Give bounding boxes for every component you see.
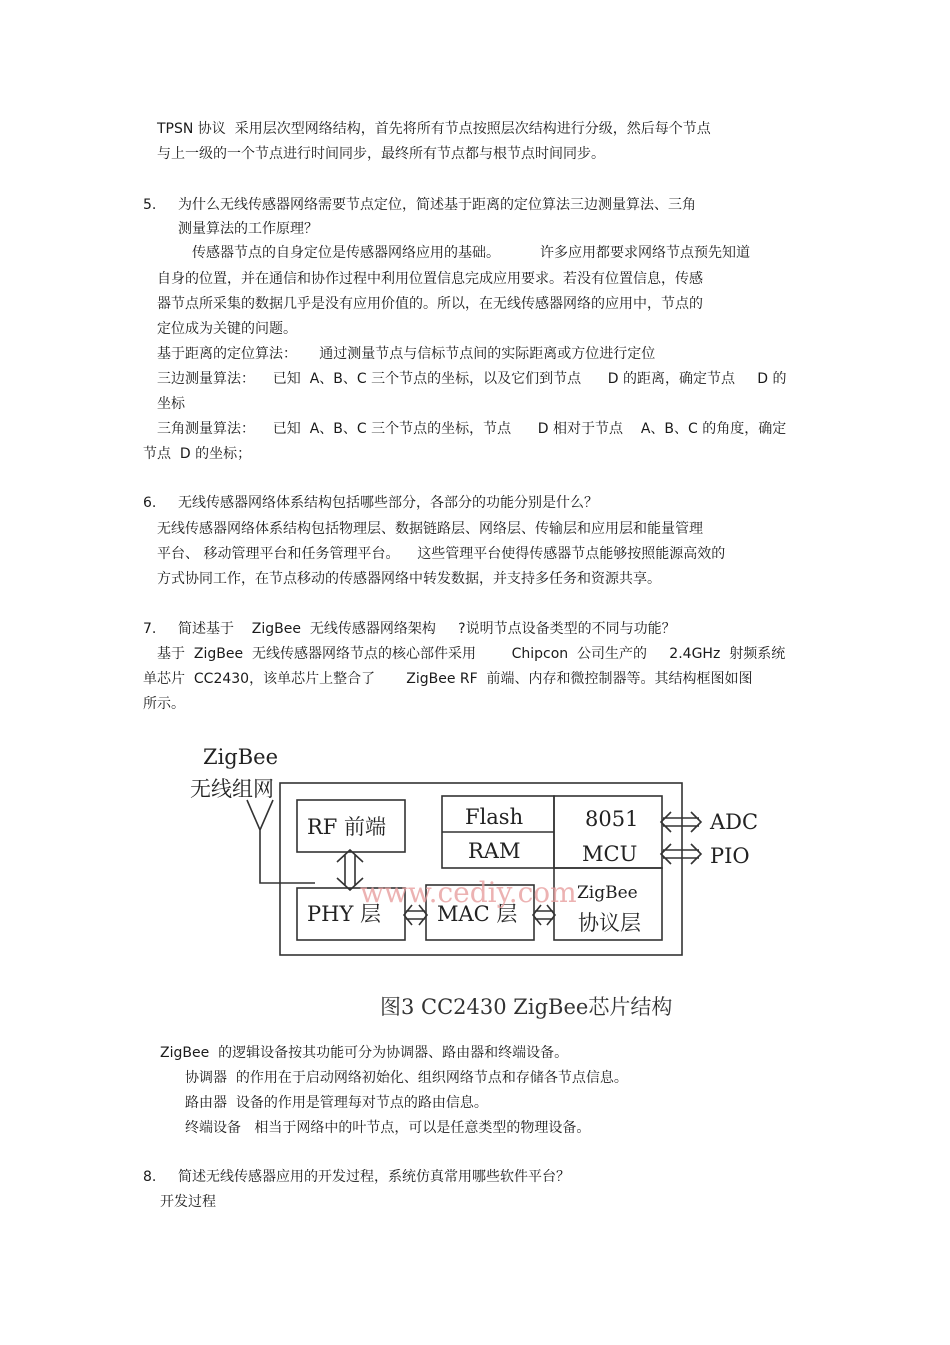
watermark-text: www.cediy.com (360, 876, 577, 909)
q6-question-line-1: 无线传感器网络体系结构包括哪些部分，各部分的功能分别是什么？ (178, 495, 598, 511)
tpsn-line-2: 与上一级的一个节点进行时间同步，最终所有节点都与根节点时间同步。 (157, 146, 605, 162)
role-end-device: 终端设备 相当于网络中的叶节点，可以是任意类型的物理设备。 (185, 1120, 591, 1136)
flash-label: Flash (465, 805, 524, 829)
mcu-8051-label: 8051 (585, 807, 639, 831)
q6-number: 6. (143, 495, 157, 511)
rf-frontend-label: RF 前端 (307, 815, 387, 839)
q8-answer-line-1: 开发过程 (160, 1194, 216, 1210)
pio-label: PIO (710, 844, 750, 868)
q5-answer-line-1: 传感器节点的自身定位是传感器网络应用的基础。 许多应用都要求网络节点预先知道 (192, 245, 751, 261)
q5-answer-line-6: 三边测量算法： 已知 A、B、C 三个节点的坐标，以及它们到节点 D 的距离，确定节点 D 的 (157, 371, 787, 387)
adc-arrow-icon (661, 812, 701, 832)
q5-answer-line-2: 自身的位置，并在通信和协作过程中利用位置信息完成应用要求。若没有位置信息，传感 (157, 271, 703, 287)
tpsn-line-1: TPSN 协议 采用层次型网络结构，首先将所有节点按照层次结构进行分级，然后每个节点 (157, 121, 711, 137)
figure-caption: 图3 CC2430 ZigBee芯片结构 (380, 995, 673, 1019)
role-router: 路由器 设备的作用是管理每对节点的路由信息。 (185, 1095, 488, 1111)
q6-answer-line-3: 方式协同工作，在节点移动的传感器网络中转发数据，并支持多任务和资源共享。 (157, 571, 661, 587)
q7-answer-line-3: 所示。 (143, 696, 185, 712)
mac-layer-label: MAC 层 (437, 902, 518, 926)
roles-intro: ZigBee 的逻辑设备按其功能可分为协调器、路由器和终端设备。 (160, 1045, 569, 1061)
q6-answer-line-1: 无线传感器网络体系结构包括物理层、数据链路层、网络层、传输层和应用层和能量管理 (157, 521, 703, 537)
q7-answer-line-2: 单芯片 CC2430，该单芯片上整合了 ZigBee RF 前端、内存和微控制器等。其结构框图如图 (143, 671, 753, 687)
zigbee-label: ZigBee (203, 745, 279, 769)
q5-answer-line-3: 器节点所采集的数据几乎是没有应用价值的。所以，在无线传感器网络的应用中，节点的 (157, 296, 703, 312)
q5-number: 5. (143, 197, 157, 213)
q5-answer-line-8: 三角测量算法： 已知 A、B、C 三个节点的坐标，节点 D 相对于节点 A、B、C 的角度，确定 (157, 421, 787, 437)
protocol-layer-label: 协议层 (578, 911, 641, 935)
q7-answer-line-1: 基于 ZigBee 无线传感器网络节点的核心部件采用 Chipcon 公司生产的 2.4GHz 射频系统 (157, 646, 786, 662)
protocol-zigbee-label: ZigBee (577, 883, 638, 903)
pio-arrow-icon (661, 844, 701, 864)
diagram-svg (185, 738, 775, 1028)
q5-answer-line-4: 定位成为关键的问题。 (157, 321, 297, 337)
q5-answer-line-9: 节点 D 的坐标； (143, 446, 252, 462)
ram-label: RAM (468, 839, 521, 863)
q8-number: 8. (143, 1169, 157, 1185)
q5-answer-line-5: 基于距离的定位算法： 通过测量节点与信标节点间的实际距离或方位进行定位 (157, 346, 656, 362)
wireless-network-label: 无线组网 (190, 777, 274, 801)
cc2430-block-diagram (185, 738, 775, 1028)
q5-answer-line-7: 坐标 (157, 396, 185, 412)
phy-layer-label: PHY 层 (307, 902, 381, 926)
role-coordinator: 协调器 的作用在于启动网络初始化、组织网络节点和存储各节点信息。 (185, 1070, 628, 1086)
q7-question-line-1: 简述基于 ZigBee 无线传感器网络架构 ?说明节点设备类型的不同与功能？ (178, 621, 676, 637)
q7-number: 7. (143, 621, 157, 637)
mcu-label: MCU (582, 842, 638, 866)
adc-label: ADC (710, 810, 759, 834)
q6-answer-line-2: 平台、 移动管理平台和任务管理平台。 这些管理平台使得传感器节点能够按照能源高效的 (157, 546, 726, 562)
q8-question-line-1: 简述无线传感器应用的开发过程，系统仿真常用哪些软件平台？ (178, 1169, 570, 1185)
antenna-icon (247, 800, 315, 883)
q5-question-line-2: 测量算法的工作原理？ (178, 221, 318, 237)
q5-question-line-1: 为什么无线传感器网络需要节点定位，简述基于距离的定位算法三边测量算法、三角 (178, 197, 696, 213)
